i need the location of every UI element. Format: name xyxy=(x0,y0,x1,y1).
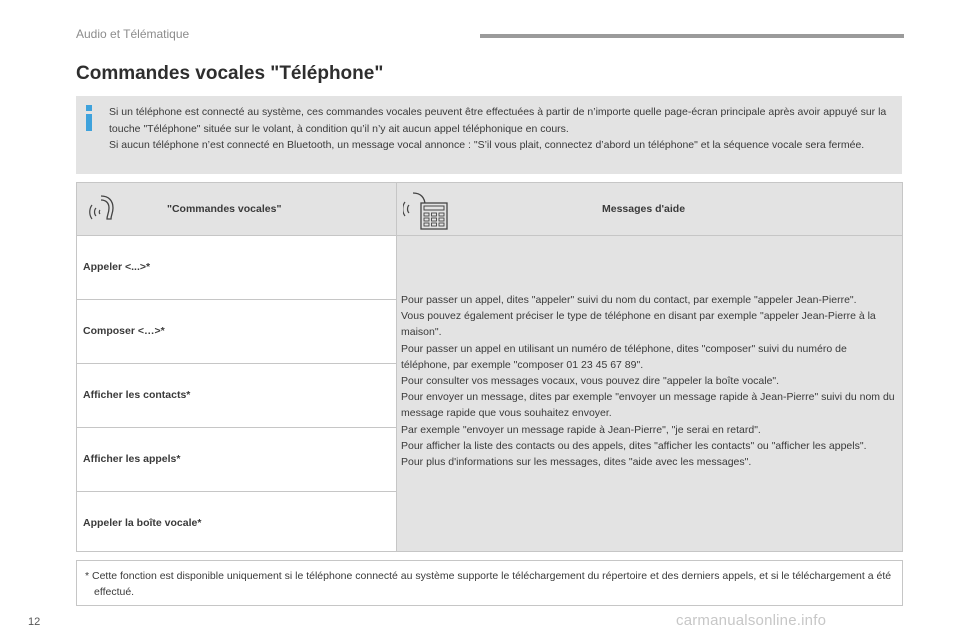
section-title: Audio et Télématique xyxy=(76,27,190,41)
command-row xyxy=(77,363,396,427)
info-text xyxy=(109,104,894,154)
help-line: Pour passer un appel, dites "appeler" suivi du nom du contact, par exemple "appeler Jean-Pierre". xyxy=(401,294,857,306)
help-line: Pour plus d'informations sur les messages, dites "aide avec les messages". xyxy=(401,456,752,469)
help-line: Pour envoyer un message, dites par exemple "envoyer un message rapide à Jean-Pierre" suivi du nom du message rapide que vous souhaitez envoyer. xyxy=(401,391,895,420)
command-label: Appeler <...>* xyxy=(83,261,151,273)
command-label: Composer <…>* xyxy=(83,325,165,337)
voice-command-icon xyxy=(87,191,123,227)
info-icon xyxy=(82,104,96,132)
commands-column xyxy=(77,235,397,551)
info-paragraph: Si aucun téléphone n’est connecté en Bluetooth, un message vocal annonce : "S’il vous plait, connectez d’abord un téléphone" et la séquence vocale sera fermée. xyxy=(109,139,865,151)
help-messages-column xyxy=(397,235,902,551)
voice-help-phone-icon xyxy=(403,189,451,231)
command-label: Afficher les appels* xyxy=(83,453,181,465)
help-text xyxy=(401,292,897,470)
header-rule xyxy=(480,34,904,38)
info-box xyxy=(76,96,902,174)
help-line: Pour consulter vos messages vocaux, vous pouvez dire "appeler la boîte vocale". xyxy=(401,375,780,388)
voice-commands-table xyxy=(76,182,903,552)
commands-column-header xyxy=(77,183,397,235)
command-label: Appeler la boîte vocale* xyxy=(83,517,202,529)
help-column-label: Messages d'aide xyxy=(602,203,686,215)
page-number: 12 xyxy=(28,616,41,628)
watermark: carmanualsonline.info xyxy=(676,612,827,629)
info-paragraph: Si un téléphone est connecté au système, ces commandes vocales peuvent être effectuées à partir de n’importe quelle page-écran principale après avoir appuyé sur la touche "Téléphone" située sur le volant, à condition qu’il n’y ait aucun appel téléphonique en cours. xyxy=(109,106,887,135)
command-row xyxy=(77,299,396,363)
help-line: Pour afficher la liste des contacts ou des appels, dites "afficher les contacts" ou "afficher les appels". xyxy=(401,439,867,452)
help-line: Pour passer un appel en utilisant un numéro de téléphone, dites "composer" suivi du numéro de téléphone, par exemple "composer 01 23 45 67 89". xyxy=(401,342,847,371)
footnote-box xyxy=(76,560,903,606)
help-line: Vous pouvez également préciser le type de téléphone en disant par exemple "appeler Jean-Pierre à la maison". xyxy=(401,310,876,339)
footnote-text: * Cette fonction est disponible uniquement si le téléphone connecté au système supporte le téléchargement du répertoire et des derniers appels, et si le téléchargement a été effectué. xyxy=(85,570,892,598)
commands-column-label: "Commandes vocales" xyxy=(167,203,282,215)
page-title: Commandes vocales "Téléphone" xyxy=(76,63,384,84)
help-line: Par exemple "envoyer un message rapide à Jean-Pierre", "je serai en retard". xyxy=(401,423,761,436)
help-column-header xyxy=(397,183,902,235)
command-row xyxy=(77,427,396,491)
command-label: Afficher les contacts* xyxy=(83,389,191,401)
command-row xyxy=(77,235,396,299)
command-row xyxy=(77,491,396,551)
